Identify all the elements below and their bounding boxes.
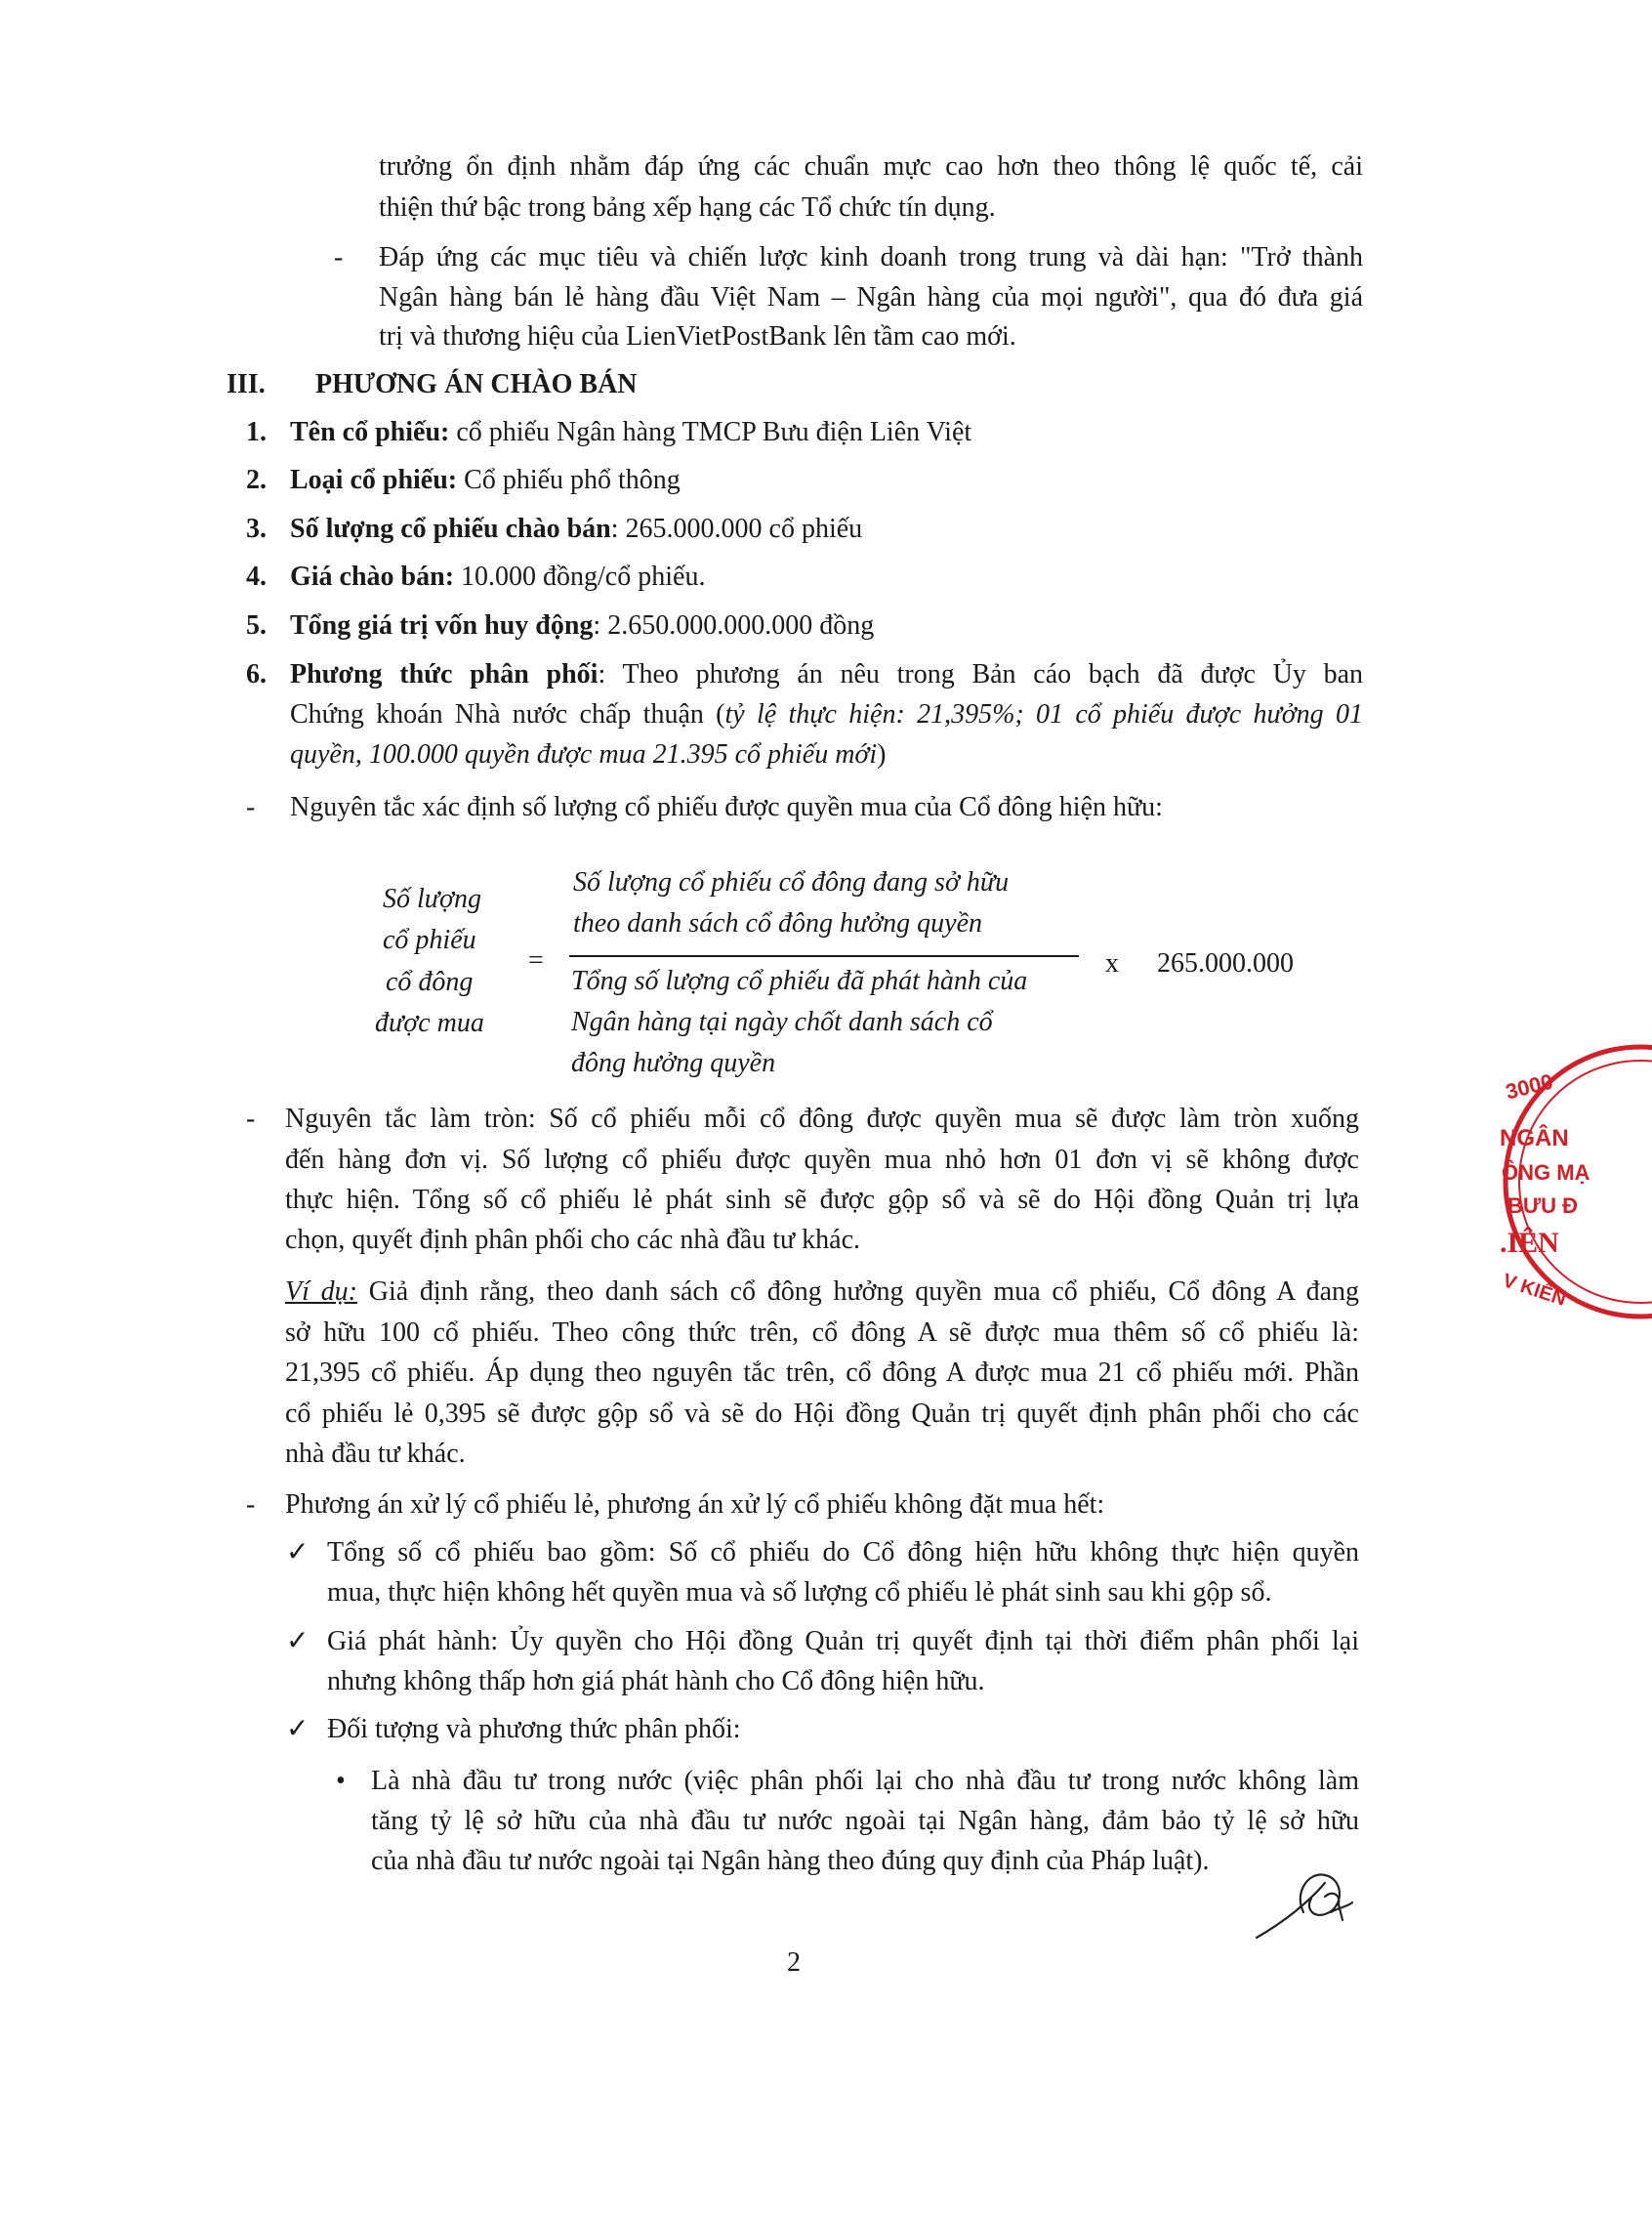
item-6-label: Phương thức phân phối [290,659,599,690]
rounding-line-1: Nguyên tắc làm tròn: Số cổ phiếu mỗi cổ đông được quyền mua sẽ được làm tròn xuống [285,1104,1359,1134]
item-1-value: cổ phiếu Ngân hàng TMCP Bưu điện Liên Việt [449,417,972,447]
item-1-label: Tên cổ phiếu: [290,417,450,447]
example-label: Ví dụ: [285,1276,357,1307]
item-6-line-3-close: ) [877,739,887,770]
check-1-line-2: mua, thực hiện không hết quyền mua và số lượng cổ phiếu lẻ phát sinh sau khi gộp sổ. [327,1577,1272,1608]
stamp-line-3: BƯU Đ [1507,1193,1579,1218]
check-2-line-1: Giá phát hành: Ủy quyền cho Hội đồng Quản trị quyết định tại thời điểm phân phối lại [327,1626,1359,1656]
item-5-number: 5. [246,610,267,641]
stamp-line-1: NGÂN [1500,1125,1569,1151]
check-1-line-1: Tổng số cổ phiếu bao gồm: Số cổ phiếu do Cổ đông hiện hữu không thực hiện quyền [327,1537,1359,1567]
item-6-line-1-rest: : Theo phương án nêu trong Bản cáo bạch đã được Ủy ban [598,659,1363,690]
item-4-number: 4. [246,562,267,592]
intro-line-2: thiện thứ bậc trong bảng xếp hạng các Tổ chức tín dụng. [379,192,996,223]
bullet-1-line-1: Là nhà đầu tư trong nước (việc phân phối lại cho nhà đầu tư trong nước không làm [371,1766,1359,1796]
principle-text: Nguyên tắc xác định số lượng cổ phiếu được quyền mua của Cổ đông hiện hữu: [290,792,1163,822]
item-3-text [290,512,862,547]
item-3-value: : 265.000.000 cổ phiếu [610,514,863,544]
item-5-value: : 2.650.000.000.000 đồng [593,610,875,641]
example-line-4: cổ phiếu lẻ 0,395 sẽ được gộp sổ và sẽ do Hội đồng Quản trị quyết định phân phối cho các [285,1399,1359,1429]
item-5-text [290,608,874,644]
example-line-3: 21,395 cổ phiếu. Áp dụng theo nguyên tắc trên, cổ đông A được mua 21 cổ phiếu mới. Phần [285,1358,1359,1388]
example-line-1-rest: Giả định rằng, theo danh sách cổ đông hưởng quyền mua cổ phiếu, Cổ đông A đang [356,1276,1359,1307]
bullet-1-line-2: tăng tỷ lệ sở hữu của nhà đầu tư nước ngoài tại Ngân hàng, đảm bảo tỷ lệ sở hữu [371,1806,1359,1836]
page-number: 2 [787,1947,801,1978]
section-title: PHƯƠNG ÁN CHÀO BÁN [315,369,638,399]
check-icon: ✓ [286,1714,310,1744]
rounding-line-3: thực hiện. Tổng số cổ phiếu lẻ phát sinh sẽ được gộp sổ và sẽ do Hội đồng Quản trị lựa [285,1185,1359,1215]
rounding-dash: - [246,1104,256,1134]
item-4-text [290,560,705,595]
item-6-number: 6. [246,659,267,690]
intro-line-5: trị và thương hiệu của LienVietPostBank lên tầm cao mới. [379,321,1016,352]
odd-lot-text: Phương án xử lý cổ phiếu lẻ, phương án xử lý cổ phiếu không đặt mua hết: [285,1489,1105,1520]
intro-line-3: Đáp ứng các mục tiêu và chiến lược kinh doanh trong trung và dài hạn: "Trở thành [379,242,1363,272]
formula-lhs-line-4: được mua [375,1008,484,1038]
intro-line-1: trưởng ổn định nhằm đáp ứng các chuẩn mực cao hơn theo thông lệ quốc tế, cải [379,151,1363,182]
bullet-1-line-3: của nhà đầu tư nước ngoài tại Ngân hàng theo đúng quy định của Pháp luật). [371,1846,1210,1876]
formula-lhs-line-1: Số lượng [383,884,481,914]
formula-equals: = [528,945,544,976]
signature-icon [1255,1863,1357,1942]
formula-numerator-line-1: Số lượng cổ phiếu cổ đông đang sở hữu [573,867,1010,898]
principle-dash: - [246,792,256,822]
item-2-number: 2. [246,465,267,495]
stamp-top-text: 3000 [1503,1068,1556,1105]
item-5-label: Tổng giá trị vốn huy động [290,610,594,641]
formula-multiplier: 265.000.000 [1157,948,1294,979]
item-6-line-3 [290,737,886,773]
item-6-line-2-plain: Chứng khoán Nhà nước chấp thuận ( [290,699,725,730]
item-1-text [290,415,971,450]
bullet-icon: • [336,1766,346,1796]
formula-denominator-line-1: Tổng số lượng cổ phiếu đã phát hành của [571,966,1028,996]
check-icon: ✓ [286,1626,310,1656]
rounding-line-4: chọn, quyết định phân phối cho các nhà đầu tư khác. [285,1225,860,1255]
item-2-label: Loại cổ phiếu: [290,465,458,495]
example-line-5: nhà đầu tư khác. [285,1439,466,1469]
item-3-number: 3. [246,514,267,544]
formula-denominator-line-3: đông hưởng quyền [571,1048,776,1078]
item-1-number: 1. [246,417,267,447]
odd-lot-dash: - [246,1489,256,1520]
item-6-line-2-italic: tỷ lệ thực hiện: 21,395%; 01 cổ phiếu được hưởng 01 [724,699,1363,730]
item-3-label: Số lượng cổ phiếu chào bán [290,514,611,544]
item-4-label: Giá chào bán: [290,562,455,592]
company-stamp [1496,1045,1652,1328]
example-line-1 [285,1275,1359,1310]
item-6-line-1 [290,657,1363,692]
check-icon: ✓ [286,1537,310,1567]
formula-denominator-line-2: Ngân hàng tại ngày chốt danh sách cổ [571,1007,993,1037]
formula-lhs-line-3: cổ đông [386,967,474,997]
item-2-text [290,463,681,498]
item-2-value: Cổ phiếu phổ thông [457,465,681,495]
stamp-bottom-text: V KIẾN [1500,1270,1569,1311]
intro-line-4: Ngân hàng bán lẻ hàng đầu Việt Nam – Ngân hàng của mọi người", qua đó đưa giá [379,282,1363,313]
section-number: III. [227,369,266,399]
item-6-line-3-italic: quyền, 100.000 quyền được mua 21.395 cổ phiếu mới [290,739,878,770]
rounding-line-2: đến hàng đơn vị. Số lượng cổ phiếu được quyền mua nhỏ hơn 01 đơn vị sẽ không được [285,1145,1359,1175]
example-line-2: sở hữu 100 cổ phiếu. Theo công thức trên, cổ đông A sẽ được mua thêm số cổ phiếu là: [285,1317,1359,1348]
intro-dash: - [334,242,344,272]
formula-lhs-line-2: cổ phiếu [383,925,476,955]
check-2-line-2: nhưng không thấp hơn giá phát hành cho Cổ đông hiện hữu. [327,1666,985,1696]
formula-times: x [1105,948,1119,979]
item-4-value: 10.000 đồng/cổ phiếu. [454,562,706,592]
formula-numerator-line-2: theo danh sách cổ đông hưởng quyền [573,908,983,939]
formula-fraction-bar [569,955,1079,957]
stamp-line-4: .IÊN [1500,1227,1559,1259]
check-3-line-1: Đối tượng và phương thức phân phối: [327,1714,741,1744]
stamp-line-2: ÔNG MẠ [1502,1160,1590,1185]
item-6-line-2 [290,697,1363,732]
